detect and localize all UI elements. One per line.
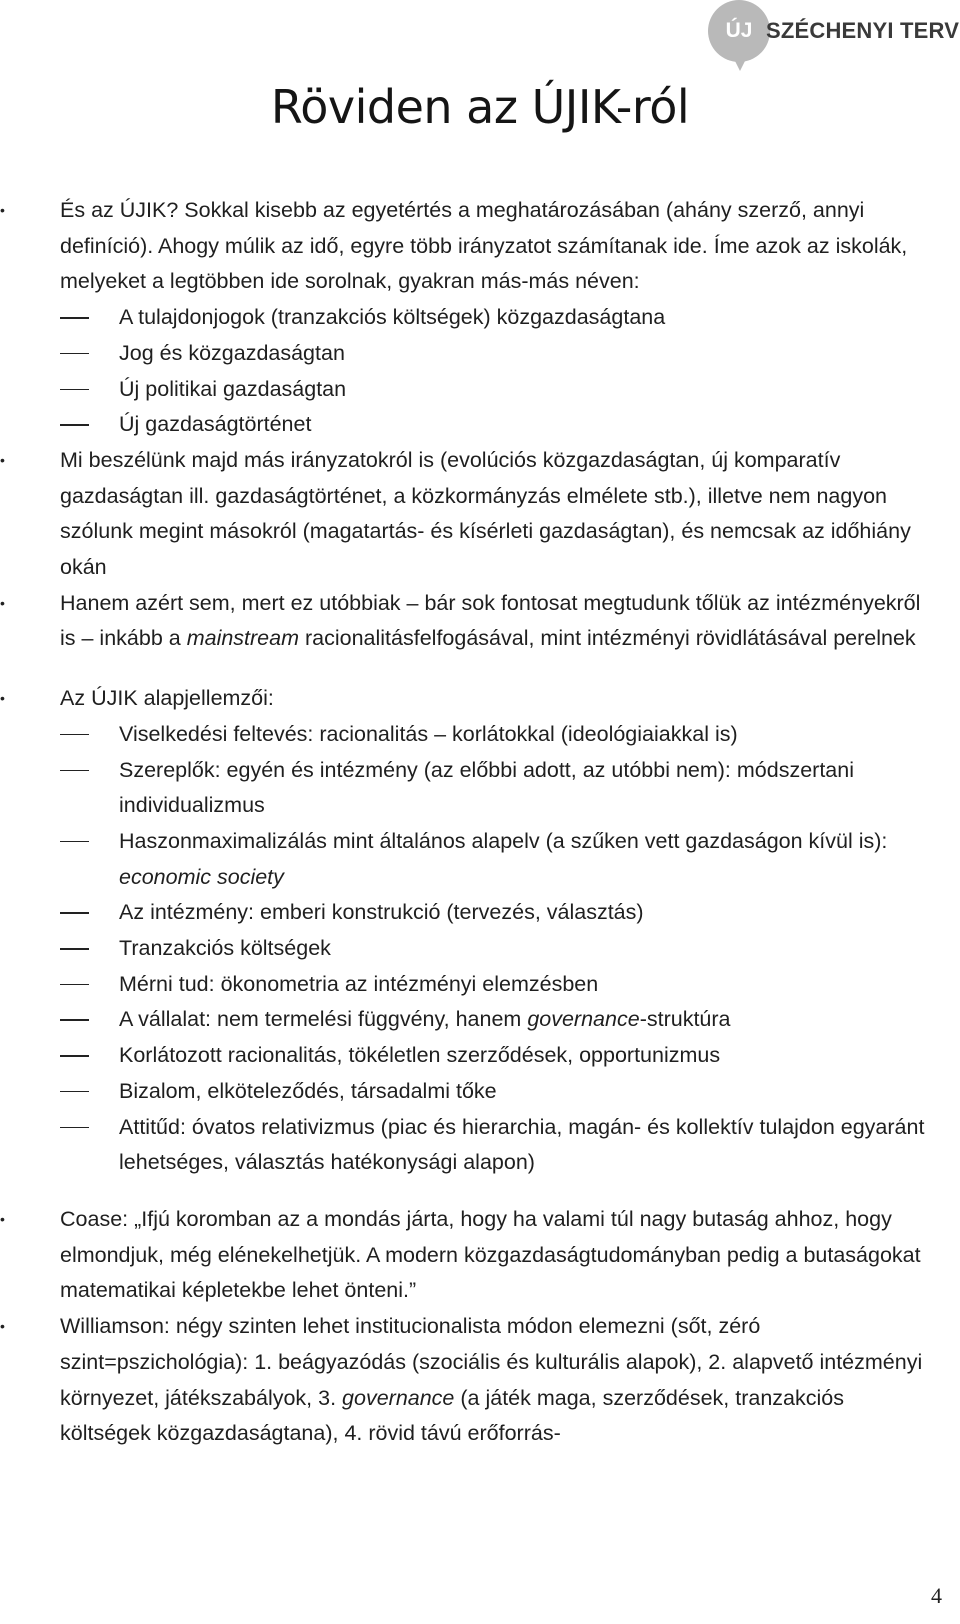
italic-term: governance bbox=[527, 1007, 640, 1032]
bullet-other-schools: • Mi beszélünk majd más irányzatokról is (evolúciós közgazdaságtan, új komparatív gazdaságtan ill. gazdaságtörténet, a közkormányzás elmélete stb.), illetve nem nagyon szólunk megint másokról (magatartás- és kísérleti gazdaságtan), és nemcsak az időhiány okán bbox=[0, 443, 960, 586]
slide-content bbox=[0, 193, 960, 1452]
text-run: -struktúra bbox=[639, 1007, 731, 1032]
feature-item: Korlátozott racionalitás, tökéletlen szerződések, opportunizmus bbox=[0, 1038, 960, 1074]
logo-bubble-tail bbox=[732, 55, 748, 71]
text-run: racionalitásfelfogásával, mint intézményi rövidlátásával perelnek bbox=[299, 626, 916, 651]
szechenyi-terv-logo bbox=[702, 0, 960, 80]
text-run: A vállalat: nem termelési függvény, hanem bbox=[119, 1007, 528, 1032]
feature-item: Tranzakciós költségek bbox=[0, 931, 960, 967]
feature-item: Az intézmény: emberi konstrukció (tervezés, választás) bbox=[0, 895, 960, 931]
feature-item: Viselkedési feltevés: racionalitás – korlátokkal (ideológiaiakkal is) bbox=[0, 717, 960, 753]
text-run: (a játék maga, szerződések, tranzakciós költségek közgazdaságtana), 4. rövid távú erőforrás- bbox=[60, 1385, 844, 1446]
bullet-coase-quote: • Coase: „Ifjú koromban az a mondás járta, hogy ha valami túl nagy butaság ahhoz, hogy elmondjuk, még elénekelhetjük. A modern közgazdaságtudományban pedig a butaságokat matematikai képletekbe lehet önteni.” bbox=[0, 1202, 960, 1309]
italic-term: governance bbox=[342, 1385, 455, 1410]
feature-item bbox=[0, 824, 960, 895]
italic-term: economic society bbox=[119, 864, 284, 889]
logo-text: SZÉCHENYI TERV bbox=[766, 18, 960, 43]
feature-item bbox=[0, 1002, 960, 1038]
school-item: Jog és közgazdaságtan bbox=[0, 336, 960, 372]
school-item: A tulajdonjogok (tranzakciós költségek) közgazdaságtana bbox=[0, 300, 960, 336]
text-run: Hanem azért sem, mert ez utóbbiak – bár sok fontosat megtudunk tőlük az intézményekről is – inkább a bbox=[60, 590, 921, 651]
feature-item: Mérni tud: ökonometria az intézményi elemzésben bbox=[0, 967, 960, 1003]
text-run: Williamson: négy szinten lehet institucionalista módon elemezni (sőt, zéró szint=pszichológia): 1. beágyazódás (szociális és kulturális alapok), 2. alapvető intézményi környezet, játékszabályok, 3. bbox=[60, 1314, 923, 1410]
page-number: 4 bbox=[931, 1583, 942, 1608]
bullet-reason bbox=[0, 586, 960, 657]
logo-mark-text: ÚJ bbox=[725, 19, 753, 42]
page-title: Röviden az ÚJIK-ról bbox=[270, 80, 690, 134]
feature-item: Attitűd: óvatos relativizmus (piac és hierarchia, magán- és kollektív tulajdon egyaránt lehetséges, választás hatékonysági alapon) bbox=[0, 1110, 960, 1181]
logo-bubble-icon bbox=[708, 0, 770, 62]
school-item: Új politikai gazdaságtan bbox=[0, 372, 960, 408]
feature-item: Bizalom, elköteleződés, társadalmi tőke bbox=[0, 1074, 960, 1110]
bullet-features-heading: • Az ÚJIK alapjellemzői: bbox=[0, 681, 960, 717]
feature-item: Szereplők: egyén és intézmény (az előbbi adott, az utóbbi nem): módszertani individualizmus bbox=[0, 753, 960, 824]
school-item: Új gazdaságtörténet bbox=[0, 407, 960, 443]
bullet-definition: • És az ÚJIK? Sokkal kisebb az egyetértés a meghatározásában (ahány szerző, annyi definíció). Ahogy múlik az idő, egyre több irányzatot számítanak ide. Íme azok az iskolák, melyeket a legtöbben ide sorolnak, gyakran más-más néven: bbox=[0, 193, 960, 300]
text-run: Haszonmaximalizálás mint általános alapelv (a szűken vett gazdaságon kívül is): bbox=[119, 828, 888, 853]
italic-term: mainstream bbox=[186, 626, 300, 651]
bullet-williamson bbox=[0, 1309, 960, 1452]
